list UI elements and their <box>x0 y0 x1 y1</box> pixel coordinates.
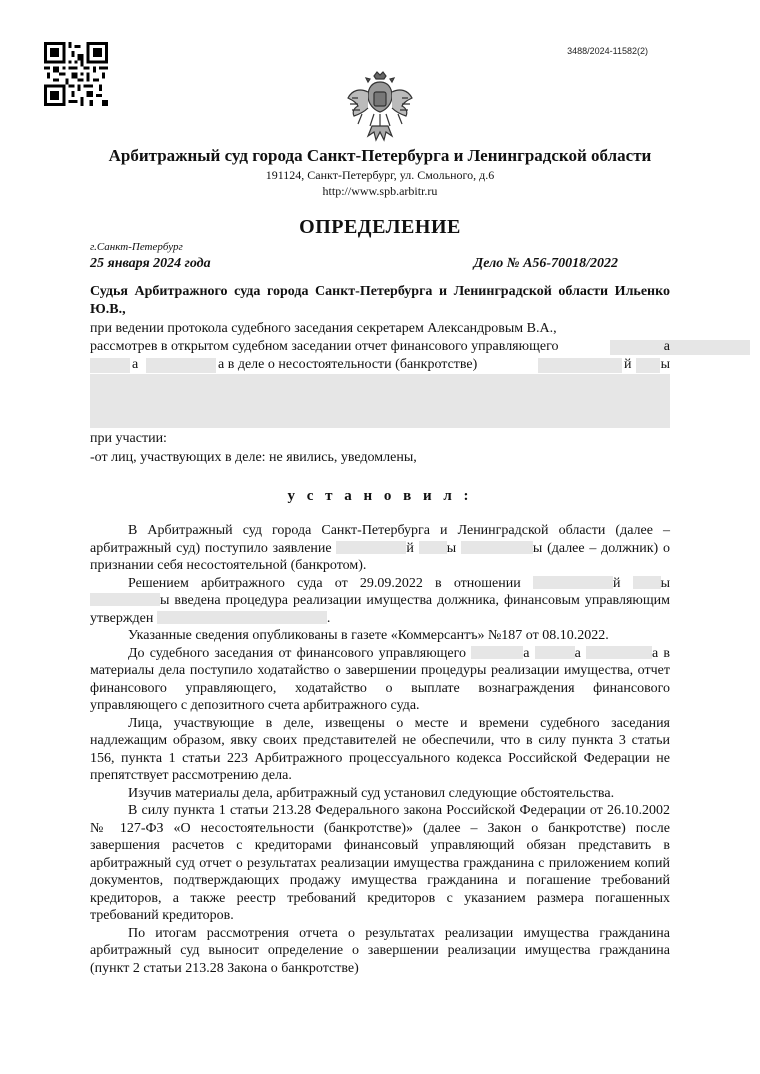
qr-code-icon <box>44 42 108 106</box>
document-body <box>90 522 670 977</box>
redaction-block <box>90 358 130 373</box>
text: В Арбитражный суд города Санкт-Петербурга и Ленинградской области (далее – арбитражный суд) поступило заявление <box>90 523 670 556</box>
redaction-block <box>610 340 750 355</box>
paragraph <box>90 522 670 575</box>
redaction-block <box>336 541 406 554</box>
court-address: 191124, Санкт-Петербург, ул. Смольного, д.6 <box>265 168 495 182</box>
redaction-block <box>633 576 661 589</box>
text: й <box>612 575 621 591</box>
review-line-end: а <box>663 339 670 354</box>
paragraph: Изучив материалы дела, арбитражный суд установил следующие обстоятельства. <box>128 785 615 801</box>
text: а <box>574 645 581 661</box>
redaction-block <box>586 646 652 659</box>
section-heading: у с т а н о в и л : <box>287 488 473 504</box>
paragraph <box>90 575 670 628</box>
court-website-link[interactable]: http://www.spb.arbitr.ru <box>322 184 438 198</box>
redaction-block <box>461 541 533 554</box>
redaction-block <box>535 646 575 659</box>
redaction-block <box>636 358 660 373</box>
text: До судебного заседания от финансового управляющего <box>128 645 467 661</box>
case-number: Дело № А56-70018/2022 <box>473 256 618 271</box>
review-line <box>90 338 670 356</box>
fragment: а <box>132 357 139 372</box>
coat-of-arms-icon <box>344 70 416 144</box>
text: ы <box>446 540 457 556</box>
text: а в материалы дела поступило ходатайство о завершении процедуры реализации имущества, отчет финансового управляющего, ходатайство о выплате вознаграждения финансового управляющего с депозитного счета арбитражного суда. <box>90 645 670 713</box>
participation-label: при участии: <box>90 431 167 446</box>
paragraph: В силу пункта 1 статьи 213.28 Федерального закона Российской Федерации от 26.10.2002 № 127-ФЗ «О несостоятельности (банкротстве)» (далее – Закон о банкротстве) после завершения расчетов с кредиторами финансовый управляющий обязан представить в арбитражный суд отчет о результатах реализации имущества гражданина с приложением копий документов, подтверждающих продажу имущества гражданина и погашение требований кредиторов, а также реестр требований кредиторов с указанием размера погашенных требований кредиторов. <box>90 803 670 923</box>
document-date: 25 января 2024 года <box>90 256 211 271</box>
redaction-block <box>538 358 622 373</box>
document-title: ОПРЕДЕЛЕНИЕ <box>299 216 461 238</box>
city: г.Санкт-Петербург <box>90 241 183 253</box>
review-text: рассмотрев в открытом судебном заседании отчет финансового управляющего <box>90 339 559 354</box>
paragraph: Лица, участвующие в деле, извещены о месте и времени судебного заседания надлежащим образом, явку своих представителей не обеспечили, что в силу пункта 3 статьи 156, пункта 1 статьи 223 Арбитражного процессуального кодекса Российской Федерации не препятствует рассмотрению дела. <box>90 715 670 783</box>
protocol-line: при ведении протокола судебного заседания секретарем Александровым В.А., <box>90 321 557 336</box>
paragraph: По итогам рассмотрения отчета о результатах реализации имущества гражданина арбитражный суд выносит определение о завершении реализации имущества гражданина (пункт 2 статьи 213.28 Закона о банкротстве) <box>90 925 670 976</box>
fragment: й <box>624 357 632 372</box>
redaction-block <box>471 646 523 659</box>
text: . <box>326 610 331 626</box>
fragment: ы <box>660 357 670 372</box>
text: ы (далее – должник) о признании себя несостоятельной (банкротом). <box>90 540 670 573</box>
redaction-block <box>90 593 160 606</box>
review-line-cont <box>90 356 670 374</box>
text: Решением арбитражного суда от 29.09.2022 в отношении <box>128 575 521 591</box>
fragment: а в деле о несостоятельности (банкротстве) <box>218 357 478 372</box>
judge-line: Судья Арбитражного суда города Санкт-Петербурга и Ленинградской области Ильенко Ю.В., <box>90 284 670 317</box>
redaction-block <box>146 358 216 373</box>
court-name: Арбитражный суд города Санкт-Петербурга и Ленинградской области <box>108 146 652 165</box>
text: ы <box>660 575 671 591</box>
text: й <box>406 540 414 556</box>
text: ы введена процедура реализации имущества должника, финансовым управляющим утвержден <box>90 593 670 626</box>
redaction-block <box>419 541 447 554</box>
redaction-block <box>90 374 670 428</box>
paragraph: Указанные сведения опубликованы в газете «Коммерсантъ» №187 от 08.10.2022. <box>128 628 609 643</box>
text: а <box>523 645 530 661</box>
participation-detail: -от лиц, участвующих в деле: не явились, уведомлены, <box>90 450 417 465</box>
case-code: 3488/2024-11582(2) <box>567 46 648 56</box>
redaction-block <box>157 611 327 624</box>
paragraph <box>90 645 670 715</box>
redaction-block <box>533 576 613 589</box>
